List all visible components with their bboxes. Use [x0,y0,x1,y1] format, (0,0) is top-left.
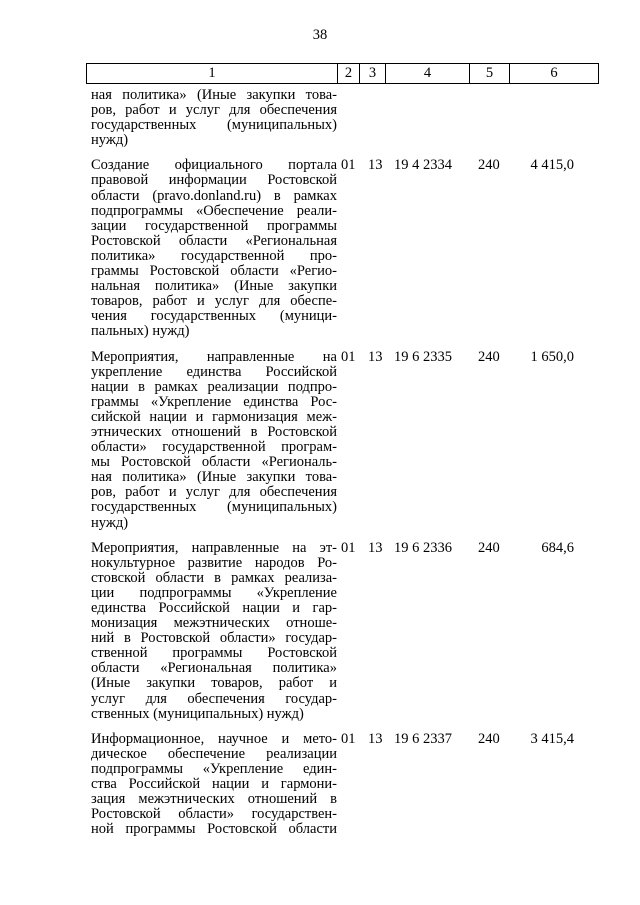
description-line: области» государственной програм- [91,439,337,456]
description-line: области «Региональная политика» [91,660,337,677]
description-line: ров, работ и услуг для обеспечения [91,484,337,501]
description-line: услуг для обеспечения государ- [91,690,337,707]
amount: 4 415,0 [530,157,574,174]
target-article-code: 19 6 2337 [394,730,452,747]
description-line: монизация межэтнических отноше- [91,615,337,632]
description-line: пальных) нужд) [91,323,190,340]
description-line: зации государственной программы [91,217,337,234]
table-body [86,88,598,837]
subsection-code: 13 [368,157,383,174]
target-article-code [390,88,478,148]
description-line: Создание официального портала [91,157,337,174]
expense-type-code: 240 [478,539,500,556]
table-row [86,350,598,531]
description-line: нокультурное развитие народов Ро- [91,554,337,571]
description-line: чения государственных (муници- [91,308,337,325]
row-description [86,350,337,531]
description-line: ственной программы Ростовской [91,645,337,662]
description-line: ственных (муниципальных) нужд) [91,705,304,722]
description-line: сийской нации и гармонизация меж- [91,408,337,425]
description-line: ний в Ростовской области» государ- [91,630,337,647]
description-line: государственных (муниципальных) [91,499,337,516]
section-code: 01 [341,348,356,365]
row-description [86,88,337,148]
description-line: ная политика» (Иные закупки това- [91,87,337,103]
subsection-code: 13 [368,539,383,556]
description-line: политика» государственной про- [91,247,337,264]
description-line: ров, работ и услуг для обеспечения [91,102,337,119]
description-line: граммы Ростовской области «Регио- [91,263,337,280]
table-row [86,158,598,339]
column-header-4: 4 [386,64,470,84]
row-description [86,732,337,838]
description-line: Мероприятия, направленные на [91,348,337,365]
amount: 3 415,4 [530,730,574,747]
description-line: ства Российской нации и гармони- [91,776,337,793]
column-header-table [86,63,599,84]
description-line: правовой информации Ростовской [91,172,337,189]
expense-type-code: 240 [478,348,500,365]
subsection-code: 13 [368,730,383,747]
target-article-code: 19 6 2335 [394,348,452,365]
amount: 684,6 [541,539,574,556]
subsection-code [362,88,390,148]
section-code: 01 [341,539,356,556]
description-line: граммы «Укрепление единства Рос- [91,393,337,410]
description-line: ная политика» (Иные закупки това- [91,469,337,486]
column-header-6: 6 [510,64,599,84]
expense-type-code: 240 [478,157,500,174]
description-line: зация межэтнических отношений в [91,791,337,808]
description-line: этнических отношений в Ростовской [91,423,337,440]
description-line: нальная политика» (Иные закупки [91,278,337,295]
column-header-2: 2 [338,64,360,84]
description-line: Мероприятия, направленные на эт- [91,539,337,556]
description-line: области (pravo.donland.ru) в рамках [91,187,337,204]
row-description [86,541,337,722]
target-article-code: 19 4 2334 [394,157,452,174]
section-code: 01 [341,157,356,174]
description-line: Ростовской области «Региональная [91,232,337,249]
expense-type-code [478,88,510,148]
column-header-row [87,64,599,84]
target-article-code: 19 6 2336 [394,539,452,556]
description-line: укрепление единства Российской [91,363,337,380]
amount [510,88,576,148]
description-line: единства Российской нации и гар- [91,600,337,616]
description-line: Ростовской области» государствен- [91,806,337,823]
description-line: ной программы Ростовской области [91,821,337,838]
description-line: стовской области в рамках реализа- [91,569,337,586]
description-line: Информационное, научное и мето- [91,730,337,747]
column-header-1: 1 [87,64,338,84]
section-code [337,88,362,148]
description-line: мы Ростовской области «Региональ- [91,454,337,471]
column-header-5: 5 [470,64,510,84]
amount: 1 650,0 [530,348,574,365]
description-line: ции подпрограммы «Укрепление [91,584,337,601]
table-row [86,732,598,838]
section-code: 01 [341,730,356,747]
description-line: дическое обеспечение реализации [91,745,337,762]
table-row [86,88,598,148]
description-line: подпрограммы «Укрепление един- [91,760,337,777]
description-line: нужд) [91,132,129,149]
description-line: (Иные закупки товаров, работ и [91,675,337,692]
expense-type-code: 240 [478,730,500,747]
row-separator [86,340,598,350]
description-line: государственных (муниципальных) [91,117,337,134]
column-header-3: 3 [360,64,386,84]
subsection-code: 13 [368,348,383,365]
description-line: нации в рамках реализации подпро- [91,378,337,395]
description-line: товаров, работ и услуг для обеспе- [91,293,337,310]
description-line: подпрограммы «Обеспечение реали- [91,202,337,219]
description-line: нужд) [91,514,129,531]
page-number: 38 [312,27,328,43]
table-row [86,541,598,722]
row-description [86,158,337,339]
